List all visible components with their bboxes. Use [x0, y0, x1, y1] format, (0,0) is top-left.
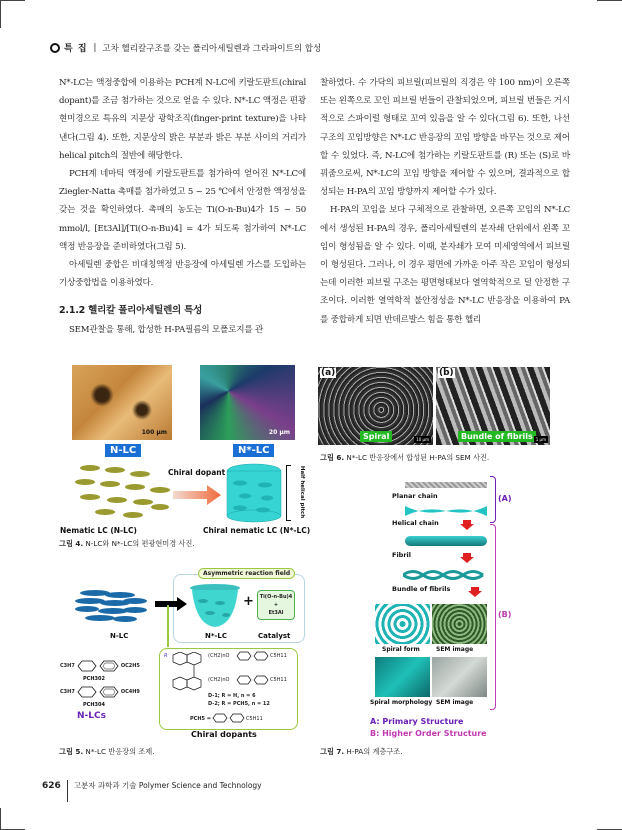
- nematic-ellipses-diagram: [75, 462, 175, 520]
- bracket-a-label: (A): [498, 494, 512, 503]
- down-arrow-icon: [460, 553, 474, 563]
- nstar-lc-label: N*-LC: [205, 632, 228, 640]
- figure-4: [55, 365, 315, 550]
- down-arrow-icon: [460, 520, 474, 530]
- caption-text: N*-LC 반응장에서 합성된 H-PA의 SEM 사진.: [346, 453, 490, 462]
- sem-image-label: SEM image: [436, 646, 474, 653]
- running-header: [50, 41, 321, 54]
- right-arrow-icon: [173, 485, 221, 505]
- figure-7-caption: [320, 747, 403, 757]
- molecule-ellipse: [75, 479, 95, 485]
- cyclohexane-ring-icon: [77, 686, 97, 698]
- planar-chain-graphic: [405, 482, 487, 488]
- caption-text: N-LC와 N*-LC의 편광현미경 사진.: [85, 539, 195, 548]
- sem-image-bundle: [436, 367, 550, 445]
- half-helical-pitch-label: Half helical pitch: [299, 465, 305, 519]
- molecule-ellipse: [123, 512, 143, 518]
- nlc-label: N-LC: [110, 632, 129, 640]
- formula-right: OC2H5: [120, 663, 140, 669]
- benzene-ring-icon: [236, 651, 252, 661]
- nlc-stack-diagram: [75, 585, 150, 625]
- crop-mark: [597, 0, 622, 1]
- d2-label: D-2; R = PCH5, n = 12: [208, 701, 270, 707]
- pch304-label: PCH304: [83, 702, 105, 708]
- helical-chain-graphic: [405, 506, 487, 516]
- page-number: 626: [42, 780, 68, 802]
- header-title: 고차 헬리칼구조를 갖는 폴리아세틸렌과 그라파이트의 합성: [102, 43, 322, 54]
- pch5-label: PCH5 =: [190, 716, 211, 722]
- micrograph-nstar-lc: [200, 365, 295, 440]
- pitch-bracket: [286, 465, 291, 521]
- catalyst-label: Catalyst: [258, 632, 291, 640]
- cyclohexane-ring-icon: [229, 713, 245, 723]
- header-separator: |: [93, 42, 97, 53]
- caption-text: N*-LC 반응장의 조제.: [85, 747, 155, 756]
- connector-line: [167, 605, 169, 647]
- crop-mark: [0, 0, 1, 28]
- molecule-ellipse: [125, 484, 145, 490]
- plus-sign: +: [243, 594, 254, 609]
- legend-primary: A: Primary Structure: [370, 717, 464, 726]
- fibril-label: Fibril: [392, 551, 411, 559]
- formula-left: C3H7: [60, 689, 75, 695]
- molecule-ellipse: [151, 504, 169, 510]
- panel-a-label: (a): [321, 368, 336, 378]
- bundle-tag: Bundle of fibrils: [458, 431, 536, 442]
- crop-mark: [0, 0, 25, 1]
- pch302-structure: [60, 660, 140, 672]
- paragraph: H-PA의 꼬임을 보다 구체적으로 관찰하면, 오른쪽 꼬임의 N*-LC에서 생성된 H-PA의 경우, 폴리아세틸렌의 분자쇄 단위에서 왼쪽 꼬임이 형성됨을 알 수 있다. 이때, 분자쇄가 모여 미세영역에서 피브릴이 형성된다. 그러나, 이 경우 평면에 가까운 아주 작은 꼬임이 형성되는데 이러한 피브릴 구조는 평면형태보다 열역학적으로 덜 안정한 구조이다. 이러한 열역학적 불안정성을 N*-LC 반응장을 이용하여 PA를 중합하게 되면 반데르발스 힘을 통한 헬리: [320, 205, 570, 325]
- molecule-ellipse: [80, 465, 100, 471]
- reaction-arrow-icon: [155, 597, 187, 611]
- asymmetric-field-label: Asymmetric reaction field: [198, 568, 295, 579]
- spiral-form-label: Spiral form: [382, 646, 420, 653]
- planar-chain-label: Planar chain: [392, 492, 438, 500]
- spiral-morphology-graphic: [375, 657, 430, 697]
- caption-number: 그림 6.: [320, 453, 345, 462]
- figure-7: [370, 474, 580, 750]
- dopant-chain: (CH2)nO: [208, 677, 230, 683]
- bundle-label: Bundle of fibrils: [392, 585, 451, 593]
- paragraph: 아세틸렌 중합은 비대칭액정 반응장에 아세틸렌 가스를 도입하는 기상중합법을 이용하였다.: [59, 260, 306, 289]
- spiral-form-graphic: [375, 604, 430, 644]
- paragraph: SEM관찰을 통해, 합성한 H-PA필름의 모폴로지를 관: [69, 324, 264, 335]
- nematic-lc-label: Nematic LC (N-LC): [60, 526, 137, 535]
- caption-number: 그림 5.: [59, 747, 84, 756]
- catalyst-line: Ti(O-n-Bu)4: [259, 594, 293, 600]
- chiral-dopant-label: Chiral dopant: [168, 468, 226, 477]
- molecule-ellipse: [150, 487, 170, 493]
- scale-bar-label: 10 μm: [416, 437, 429, 442]
- sem-image-label: SEM image: [436, 699, 474, 706]
- catalyst-line: +: [273, 602, 279, 608]
- molecule-ellipse: [107, 497, 127, 503]
- journal-name: 고분자 과학과 기술 Polymer Science and Technology: [73, 781, 262, 790]
- spiral-morphology-label: Spiral morphology: [370, 699, 433, 706]
- benzene-ring-icon: [212, 713, 228, 723]
- cyclohexane-ring-icon: [253, 675, 269, 685]
- dopant-tail: C5H11: [270, 677, 287, 683]
- figure-5: [55, 560, 315, 750]
- scale-bar-label: 1 μm: [535, 437, 546, 442]
- dopant-chain: (CH2)nO: [208, 653, 230, 659]
- figure-5-caption: [59, 747, 155, 757]
- sem-image-spiral: [318, 367, 433, 445]
- left-column: [59, 74, 306, 339]
- sem-image-green: [432, 604, 487, 644]
- benzene-ring-icon: [236, 675, 252, 685]
- molecule-ellipse: [95, 509, 115, 515]
- caption-text: H-PA의 계층구조.: [346, 747, 403, 756]
- micrograph-nlc: [72, 365, 172, 440]
- figure-6: [318, 367, 573, 447]
- formula-left: C3H7: [60, 663, 75, 669]
- chiral-nematic-cylinder-diagram: [225, 463, 283, 523]
- paragraph: N*-LC는 액정중합에 이용하는 PCH계 N-LC에 키랄도판트(chiral dopant)를 조금 첨가하는 것으로 얻을 수 있다. N*-LC 액정은 편광현미경으로 특유의 지문상 광학조직(finger-print texture)을 나타낸다(그림 4). 또한, 지문상의 밝은 부분과 밝은 부분 사이의 거리가 helical pitch의 절반에 해당한다.: [59, 78, 306, 161]
- figure-6-caption: [320, 453, 489, 463]
- molecule-ellipse: [133, 499, 153, 505]
- binaphthyl-structure: [168, 652, 208, 697]
- panel-b-label: (b): [439, 368, 454, 378]
- page-footer: [42, 780, 262, 802]
- paragraph: PCH계 네마틱 액정에 키랄도판트를 첨가하여 얻어진 N*-LC에 Ziegler-Natta 촉매를 첨가하였고 5 ~ 25 ℃에서 안정한 액정성을 갖는 것을 확인하였다. 촉매의 농도는 Ti(O-n-Bu)4가 15 ~ 50 mmol/l, [Et3Al]/[Ti(O-n-Bu)4] = 4가 되도록 첨가하여 N*-LC 액정 반응장을 준비하였다(그림 5).: [59, 169, 306, 252]
- dopant-tail: C5H11: [270, 653, 287, 659]
- sem-image-gray: [432, 657, 487, 697]
- benzene-ring-icon: [99, 686, 119, 698]
- d1-label: D-1; R = H, n = 6: [208, 693, 256, 699]
- caption-number: 그림 7.: [320, 747, 345, 756]
- bracket-a: [490, 476, 496, 523]
- section-heading: 2.1.2 헬리칼 폴리아세틸렌의 특성: [59, 305, 203, 317]
- pch302-label: PCH302: [83, 676, 105, 682]
- right-column: [320, 74, 570, 329]
- bracket-b-label: (B): [498, 610, 512, 619]
- benzene-ring-icon: [99, 660, 119, 672]
- legend-higher-order: B: Higher Order Structure: [370, 729, 487, 738]
- pch304-structure: [60, 686, 140, 698]
- cyclohexane-ring-icon: [77, 660, 97, 672]
- molecule-ellipse: [80, 494, 100, 500]
- catalyst-line: Et3Al: [268, 610, 284, 616]
- bullet-circle-icon: [50, 43, 60, 53]
- pch5-tail: C5H11: [246, 716, 263, 722]
- pitch-label-wrap: [293, 465, 311, 519]
- section-label: 특 집: [64, 44, 88, 54]
- cyclohexane-ring-icon: [253, 651, 269, 661]
- figure-4-caption: [59, 539, 195, 549]
- nlcs-label: N-LCs: [77, 711, 106, 721]
- molecule-ellipse: [130, 471, 150, 477]
- chiral-dopants-box: [159, 648, 298, 730]
- crop-mark: [0, 808, 1, 830]
- scale-bar-label: 100 μm: [141, 429, 167, 436]
- nstar-lc-bowl-diagram: [188, 583, 243, 628]
- down-arrow-icon: [468, 587, 482, 597]
- formula-right: OC4H9: [120, 689, 140, 695]
- chiral-nematic-lc-label: Chiral nematic LC (N*-LC): [203, 526, 311, 535]
- fibril-graphic: [405, 536, 487, 546]
- scale-bar-label: 20 μm: [268, 429, 290, 436]
- bundle-graphic: [403, 568, 489, 582]
- caption-number: 그림 4.: [59, 539, 84, 548]
- bracket-b: [490, 524, 496, 710]
- molecule-ellipse: [105, 467, 125, 473]
- catalyst-box: [257, 590, 295, 620]
- spiral-tag: Spiral: [360, 431, 392, 442]
- chiral-dopants-label: Chiral dopants: [191, 730, 257, 739]
- helical-chain-label: Helical chain: [392, 519, 439, 527]
- r-group-label: R: [164, 653, 168, 659]
- nstar-lc-tag: N*-LC: [233, 444, 274, 457]
- paragraph: 찰하였다. 수 가닥의 피브릴(피브릴의 직경은 약 100 nm)이 오른쪽 또는 왼쪽으로 꼬인 피브릴 번들이 관찰되었으며, 피브릴 번들은 거시적으로 스파이럴 형태로 꼬여 있음을 알 수 있다(그림 6). 또한, 나선 구조의 꼬임방향은 N*-LC 반응장의 꼬임 방향을 바꾸는 것으로 제어할 수 있었다. 즉, N-LC에 첨가하는 키랄도판트를 (R) 또는 (S)로 바꿔줌으로써, N*-LC의 꼬임 방향을 제어할 수 있으며, 결과적으로 합성되는 H-PA의 꼬임 방향까지 제어할 수가 있다.: [320, 78, 570, 198]
- molecule-ellipse: [100, 481, 120, 487]
- nlc-tag: N-LC: [105, 444, 141, 457]
